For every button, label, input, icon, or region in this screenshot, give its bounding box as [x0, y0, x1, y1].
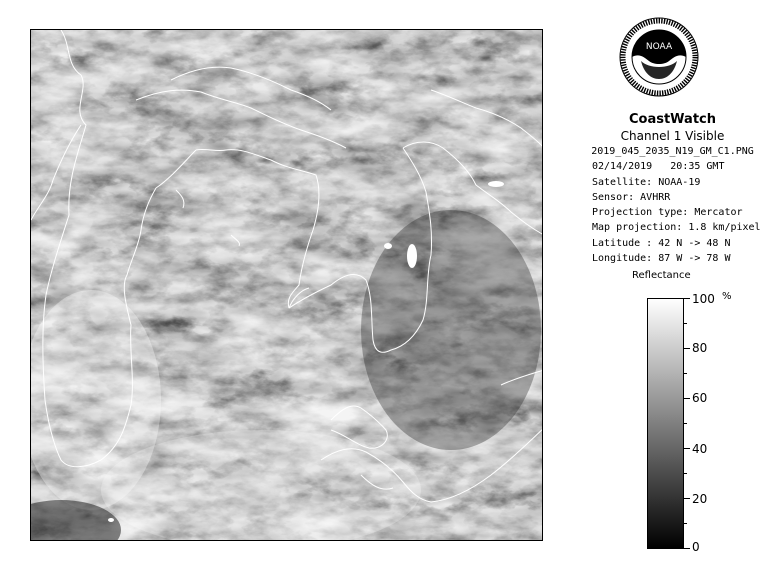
legend-unit: %: [722, 291, 732, 302]
colorbar-tick: [684, 548, 690, 549]
colorbar-label: 20: [692, 492, 708, 506]
colorbar: [647, 298, 684, 549]
colorbar-tick: [684, 498, 690, 499]
colorbar-label: 100: [692, 292, 715, 306]
metadata-panel: [563, 144, 782, 266]
colorbar-minor-tick: [684, 473, 687, 474]
map-image: [31, 30, 543, 541]
colorbar-minor-tick: [684, 373, 687, 374]
noaa-logo: [619, 17, 699, 97]
colorbar-tick: [684, 448, 690, 449]
colorbar-label: 40: [692, 442, 708, 456]
satellite-map[interactable]: [30, 29, 543, 541]
filename: 2019_045_2035_N19_GM_C1.PNG: [591, 146, 754, 157]
colorbar-tick: [684, 348, 690, 349]
colorbar-minor-tick: [684, 523, 687, 524]
colorbar-label: 0: [692, 540, 700, 554]
sensor: Sensor: AVHRR: [592, 191, 671, 203]
latitude: Latitude : 42 N -> 48 N: [592, 237, 731, 249]
colorbar-minor-tick: [684, 323, 687, 324]
product-name: Channel 1 Visible: [620, 129, 725, 143]
colorbar-minor-tick: [684, 423, 687, 424]
colorbar-label: 80: [692, 341, 708, 355]
colorbar-label: 60: [692, 391, 708, 405]
logo-text: NOAA: [645, 42, 673, 52]
brand-title: CoastWatch: [628, 112, 717, 127]
map-projection: Map projection: 1.8 km/pixel: [592, 222, 761, 234]
satellite: Satellite: NOAA-19: [592, 176, 701, 188]
date: 02/14/2019: [592, 161, 653, 173]
colorbar-tick: [684, 398, 690, 399]
longitude: Longitude: 87 W -> 78 W: [592, 253, 731, 265]
time: 20:35 GMT: [670, 161, 725, 173]
legend-title: Reflectance: [632, 270, 691, 281]
projection-type: Projection type: Mercator: [592, 207, 743, 219]
date-time: [563, 159, 782, 174]
colorbar-tick: [684, 298, 690, 299]
